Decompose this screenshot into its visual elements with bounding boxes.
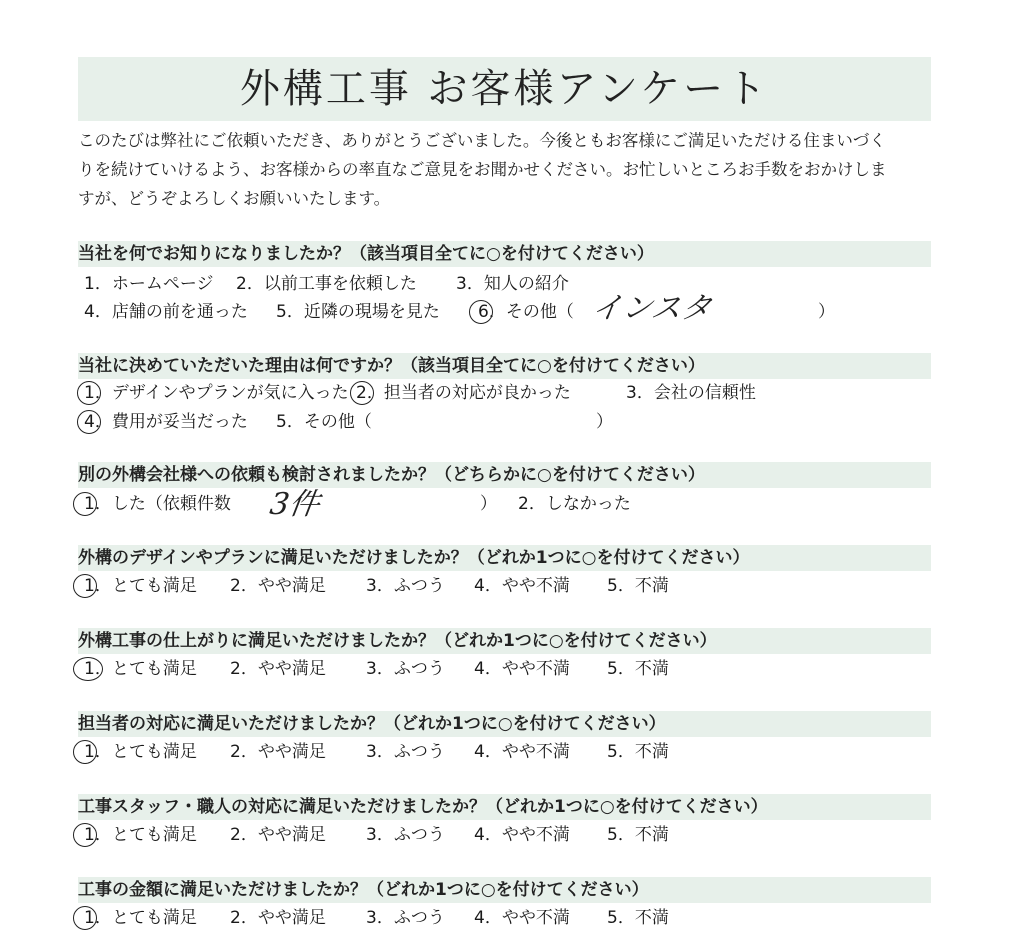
q3-circle-mark <box>73 492 97 516</box>
q4-header: 外構のデザインやプランに満足いただけましたか？（どれか1つに○を付けてください） <box>78 545 931 571</box>
q1-header: 当社を何でお知りになりましたか？（該当項目全てに○を付けてください） <box>78 241 931 267</box>
q1-close-paren: ） <box>818 302 835 322</box>
q7-option-4[interactable]: 4．やや不満 <box>474 825 570 845</box>
q7-option-1[interactable]: 1．とても満足 <box>84 825 197 845</box>
q8-option-4[interactable]: 4．やや不満 <box>474 908 570 928</box>
q3-header: 別の外構会社様への依頼も検討されましたか？（どちらかに○を付けてください） <box>78 462 931 488</box>
q2-circle-mark-4 <box>77 410 101 434</box>
q1-circle-mark <box>469 300 493 324</box>
q5-option-3[interactable]: 3．ふつう <box>366 659 445 679</box>
q7-option-3[interactable]: 3．ふつう <box>366 825 445 845</box>
q3-option-2[interactable]: 2．しなかった <box>518 494 631 514</box>
q5-option-2[interactable]: 2．やや満足 <box>230 659 326 679</box>
intro-text <box>78 126 938 213</box>
q2-circle-mark-2 <box>350 381 374 405</box>
q2-option-5[interactable]: 5．その他（ <box>276 412 372 432</box>
q2-circle-mark-1 <box>77 381 101 405</box>
q8-header: 工事の金額に満足いただけましたか？（どれか1つに○を付けてください） <box>78 877 931 903</box>
q6-option-4[interactable]: 4．やや不満 <box>474 742 570 762</box>
q2-header: 当社に決めていただいた理由は何ですか？（該当項目全てに○を付けてください） <box>78 353 931 379</box>
q5-circle-mark <box>73 657 103 681</box>
q7-header: 工事スタッフ・職人の対応に満足いただけましたか？（どれか1つに○を付けてください） <box>78 794 931 820</box>
q6-option-5[interactable]: 5．不満 <box>607 742 669 762</box>
q1-option-1[interactable]: 1．ホームページ <box>84 274 214 294</box>
q1-option-5[interactable]: 5．近隣の現場を見た <box>276 302 440 322</box>
intro-line: このたびは弊社にご依頼いただき、ありがとうございました。今後ともお客様にご満足いただける住まいづく <box>78 131 886 150</box>
q6-option-3[interactable]: 3．ふつう <box>366 742 445 762</box>
q3-handwritten-answer: 3件 <box>267 487 322 522</box>
q4-circle-mark <box>73 574 97 598</box>
q5-header: 外構工事の仕上がりに満足いただけましたか？（どれか1つに○を付けてください） <box>78 628 931 654</box>
q6-header: 担当者の対応に満足いただけましたか？（どれか1つに○を付けてください） <box>78 711 931 737</box>
q1-option-3[interactable]: 3．知人の紹介 <box>456 274 569 294</box>
q2-option-1[interactable]: 1．デザインやプランが気に入った <box>84 383 349 403</box>
q8-option-2[interactable]: 2．やや満足 <box>230 908 326 928</box>
q1-option-4[interactable]: 4．店舗の前を通った <box>84 302 248 322</box>
q8-option-5[interactable]: 5．不満 <box>607 908 669 928</box>
q3-close-paren: ） <box>480 494 497 514</box>
q1-handwritten-answer: インスタ <box>589 291 714 326</box>
q5-option-5[interactable]: 5．不満 <box>607 659 669 679</box>
q6-circle-mark <box>73 740 97 764</box>
q1-option-2[interactable]: 2．以前工事を依頼した <box>236 274 417 294</box>
intro-line: すが、どうぞよろしくお願いいたします。 <box>78 189 391 208</box>
survey-title: 外構工事 お客様アンケート <box>78 57 931 121</box>
intro-line: りを続けていけるよう、お客様からの率直なご意見をお聞かせください。お忙しいところお手数をおかけしま <box>78 160 887 179</box>
q4-option-5[interactable]: 5．不満 <box>607 576 669 596</box>
q1-option-6[interactable]: 6．その他（ <box>478 302 574 322</box>
q8-option-3[interactable]: 3．ふつう <box>366 908 445 928</box>
q7-option-2[interactable]: 2．やや満足 <box>230 825 326 845</box>
q5-option-4[interactable]: 4．やや不満 <box>474 659 570 679</box>
q6-option-1[interactable]: 1．とても満足 <box>84 742 197 762</box>
q8-option-1[interactable]: 1．とても満足 <box>84 908 197 928</box>
q4-option-2[interactable]: 2．やや満足 <box>230 576 326 596</box>
q7-circle-mark <box>73 823 97 847</box>
q2-option-4[interactable]: 4．費用が妥当だった <box>84 412 248 432</box>
q2-option-3[interactable]: 3．会社の信頼性 <box>626 383 756 403</box>
q4-option-4[interactable]: 4．やや不満 <box>474 576 570 596</box>
q2-option-2[interactable]: 2．担当者の対応が良かった <box>356 383 571 403</box>
q4-option-3[interactable]: 3．ふつう <box>366 576 445 596</box>
q2-close-paren: ） <box>596 412 613 432</box>
q8-circle-mark <box>73 906 97 930</box>
q6-option-2[interactable]: 2．やや満足 <box>230 742 326 762</box>
q5-option-1[interactable]: 1．とても満足 <box>84 659 197 679</box>
q3-option-1[interactable]: 1．した（依頼件数 <box>84 494 231 514</box>
q7-option-5[interactable]: 5．不満 <box>607 825 669 845</box>
q4-option-1[interactable]: 1．とても満足 <box>84 576 197 596</box>
